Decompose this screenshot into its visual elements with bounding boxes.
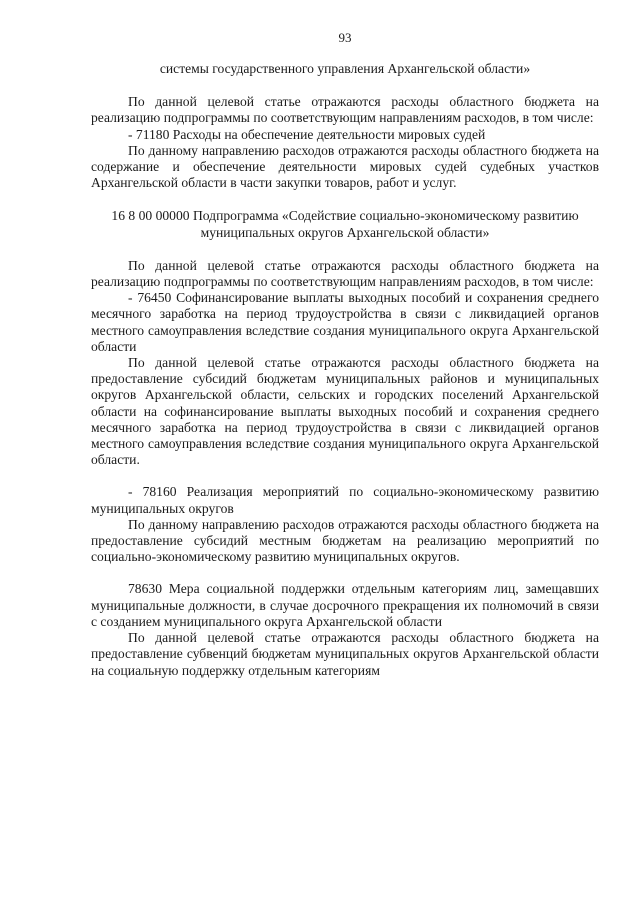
paragraph-target-article-intro: По данной целевой статье отражаются расходы областного бюджета на реализацию подпрограммы по соответствующим направлениям расходов, в том числе: bbox=[91, 94, 599, 126]
paragraph-expense-71180-description: По данному направлению расходов отражаются расходы областного бюджета на содержание и обеспечение деятельности мировых судей судебных участков Архангельской области в части закупки товаров, работ и услуг. bbox=[91, 142, 599, 191]
paragraph-expense-76450-description: По данной целевой статье отражаются расходы областного бюджета на предоставление субсидий бюджетам муниципальных районов и муниципальных округов Архангельской области, сельских и городских поселений Архангельской области на софинансирование выплаты выходных пособий и сохранения среднего месячного заработка на период трудоустройства в связи с ликвидацией органов местного самоуправления вследствие создания муниципального округа Архангельской области. bbox=[91, 355, 599, 468]
expense-item-78630: 78630 Мера социальной поддержки отдельным категориям лиц, замещавших муниципальные должности, в случае досрочного прекращения их полномочий в связи с созданием муниципального округа Архангельской области bbox=[91, 581, 599, 629]
section-title-continuation: системы государственного управления Архангельской области» bbox=[159, 61, 531, 76]
spacer bbox=[91, 77, 599, 94]
document-page bbox=[91, 30, 599, 679]
expense-item-71180: - 71180 Расходы на обеспечение деятельности мировых судей bbox=[128, 126, 486, 142]
paragraph-expense-78630-description: По данной целевой статье отражаются расходы областного бюджета на предоставление субвенций бюджетам муниципальных округов Архангельской области на социальную поддержку отдельным категориям bbox=[91, 630, 599, 678]
spacer bbox=[91, 565, 599, 581]
expense-item-78160: - 78160 Реализация мероприятий по социально-экономическому развитию муниципальных округов bbox=[91, 484, 599, 516]
spacer bbox=[91, 241, 599, 258]
page-number: 93 bbox=[338, 30, 352, 45]
paragraph-expense-78160-description: По данному направлению расходов отражаются расходы областного бюджета на предоставление субсидий местным бюджетам на реализацию мероприятий по социально-экономическому развитию муниципальных округов. bbox=[91, 516, 599, 565]
subprogram-heading: 16 8 00 00000 Подпрограмма «Содействие социально-экономическому развитию муниципальных округов Архангельской области» bbox=[111, 208, 579, 240]
paragraph-subprogram-intro: По данной целевой статье отражаются расходы областного бюджета на реализацию подпрограммы по соответствующим направлениям расходов, в том числе: bbox=[91, 257, 599, 290]
spacer bbox=[91, 468, 599, 484]
expense-item-76450: - 76450 Софинансирование выплаты выходных пособий и сохранения среднего месячного заработка на период трудоустройства в связи с ликвидацией органов местного самоуправления вследствие создания муниципального округа Архангельской области bbox=[91, 290, 599, 354]
spacer bbox=[91, 191, 599, 208]
